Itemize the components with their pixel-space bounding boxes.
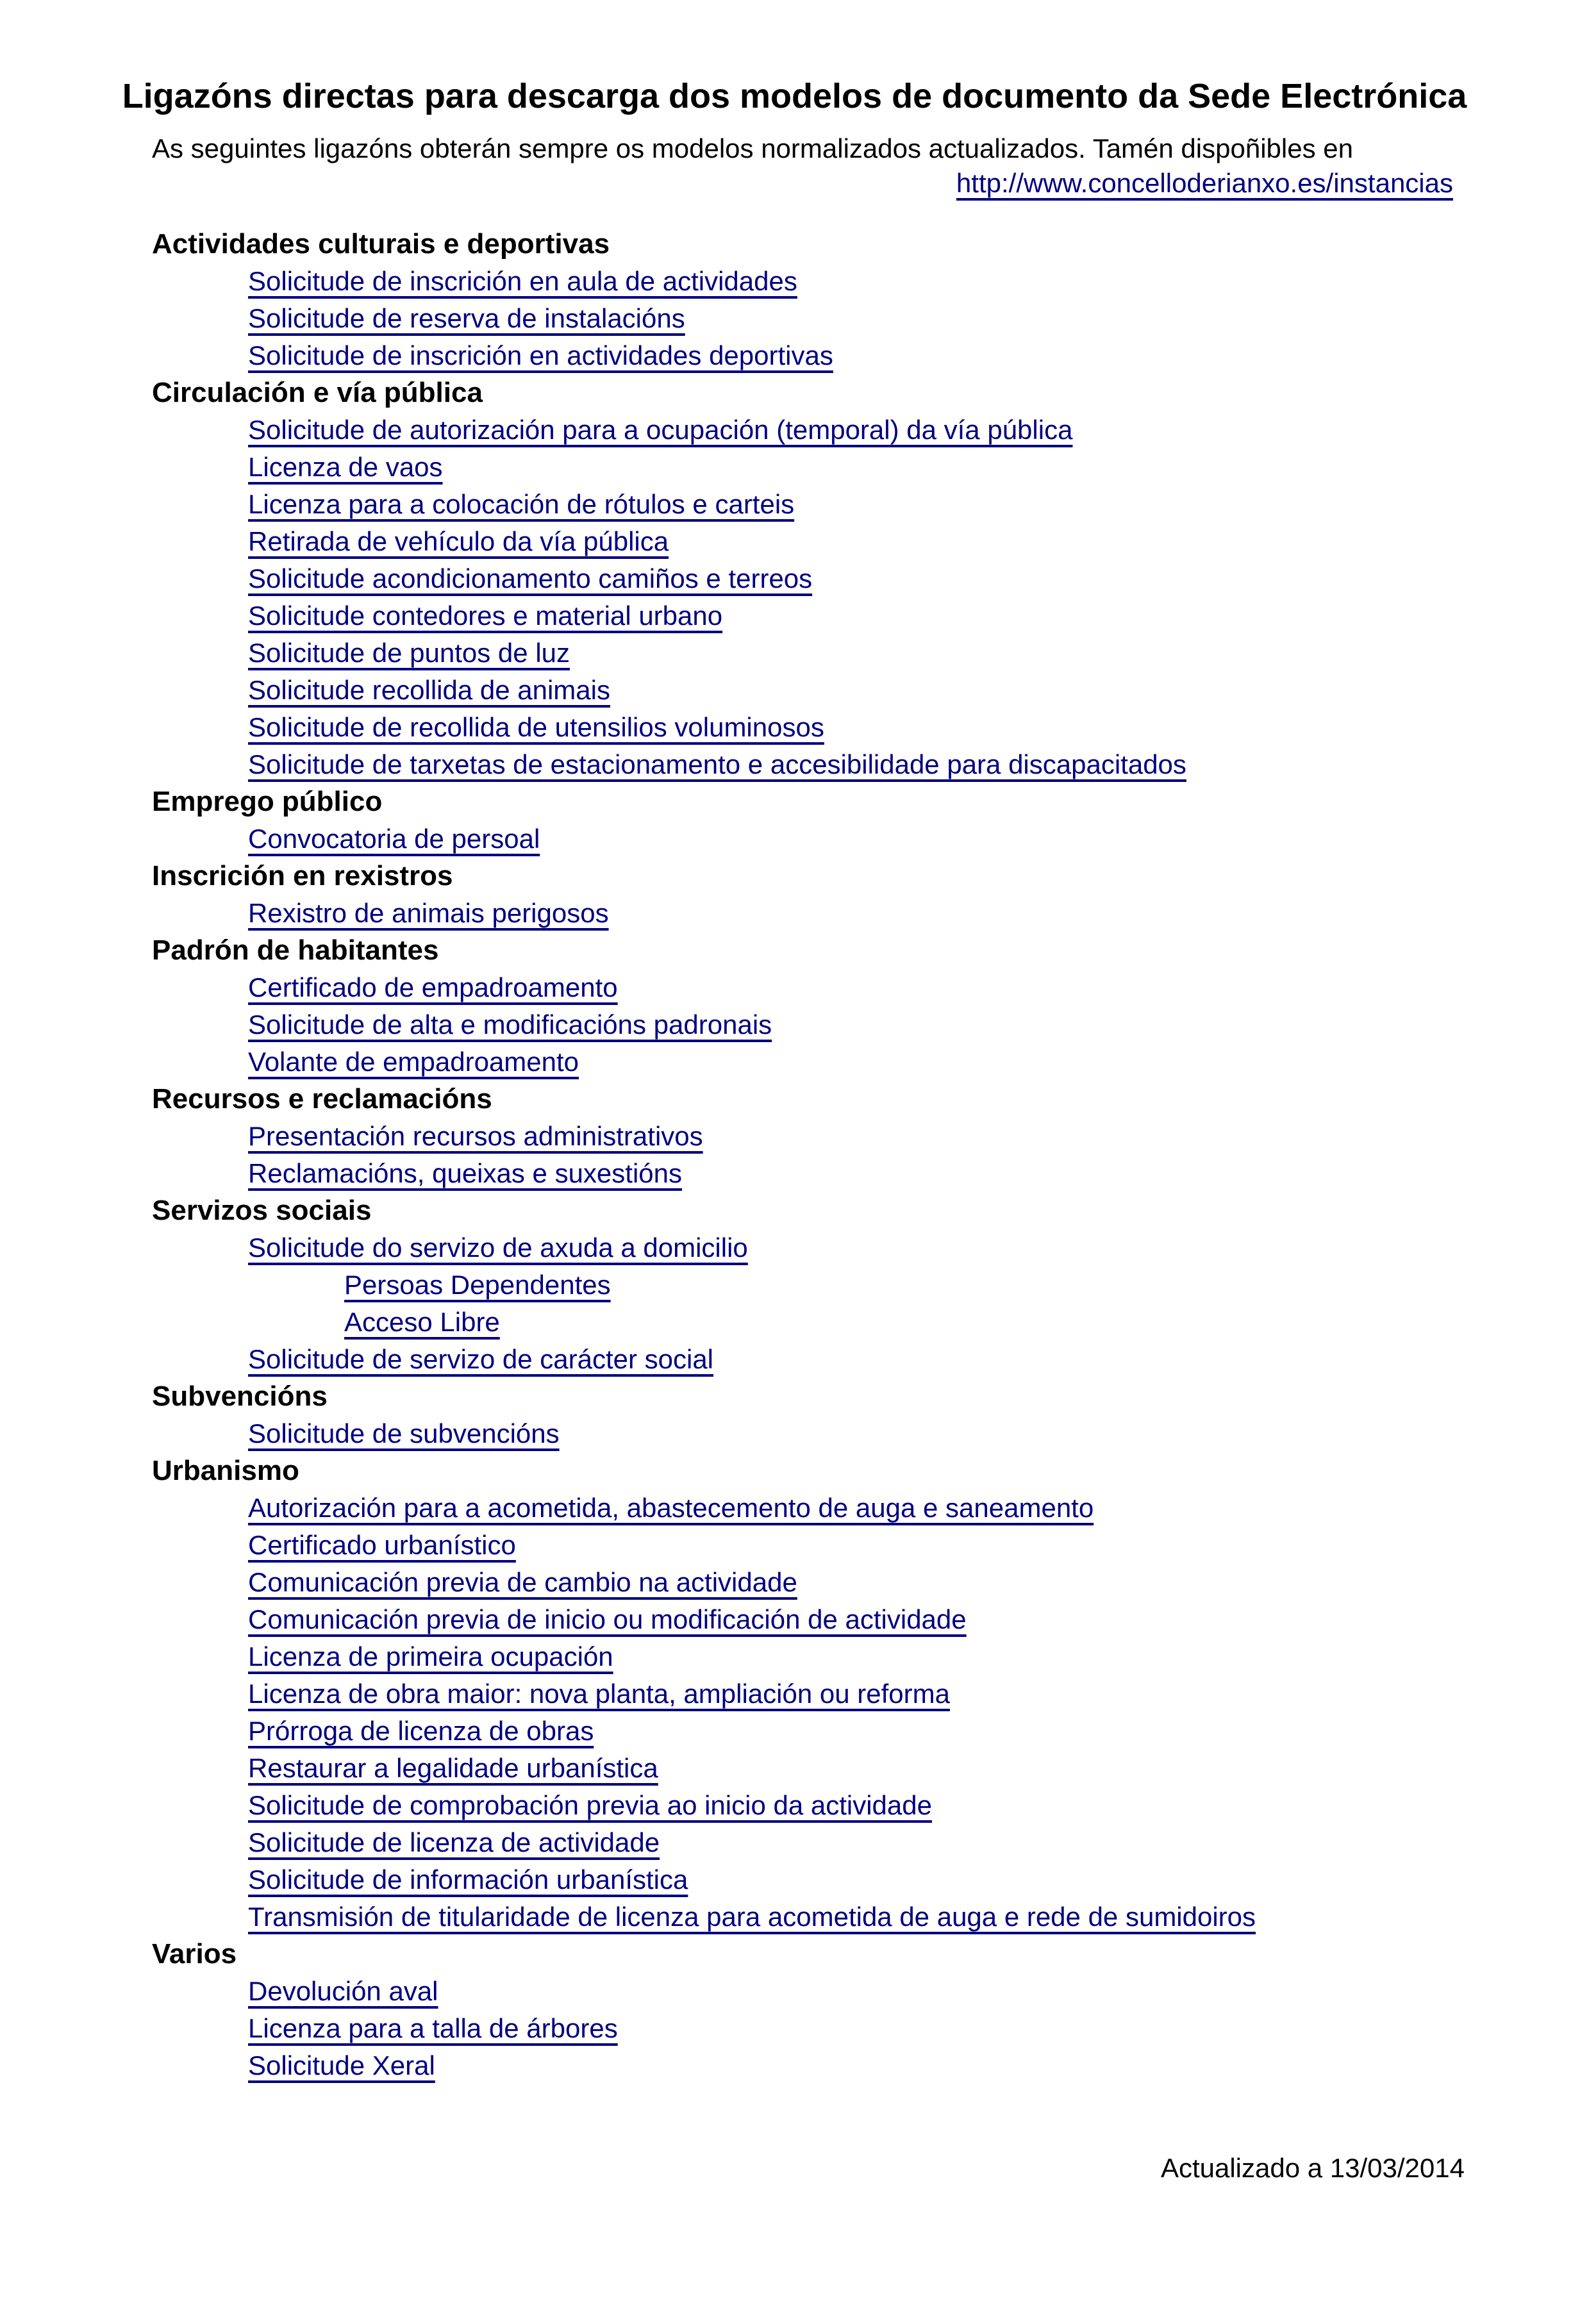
link-row [0, 1973, 1589, 2010]
link-row [0, 1675, 1589, 1713]
document-link[interactable]: Licenza para a colocación de rótulos e carteis [248, 489, 795, 519]
document-link[interactable]: Solicitude de información urbanística [248, 1864, 688, 1895]
link-row [0, 1750, 1589, 1787]
section-heading: Urbanismo [152, 1455, 299, 1486]
link-row [0, 746, 1589, 783]
link-row [0, 1824, 1589, 1861]
section-heading: Padrón de habitantes [152, 934, 439, 966]
link-row [0, 1304, 1589, 1341]
document-link[interactable]: Comunicación previa de cambio na actividade [248, 1567, 797, 1597]
section-heading: Subvencións [152, 1381, 328, 1412]
link-row [0, 672, 1589, 709]
link-row [0, 560, 1589, 597]
document-link[interactable]: Comunicación previa de inicio ou modificación de actividade [248, 1604, 967, 1634]
link-row [0, 449, 1589, 486]
link-row [0, 1564, 1589, 1601]
link-row [0, 1713, 1589, 1750]
document-link[interactable]: Convocatoria de persoal [248, 824, 540, 854]
document-link[interactable]: Licenza de vaos [248, 452, 443, 482]
link-row [0, 1118, 1589, 1155]
document-link[interactable]: Solicitude de tarxetas de estacionamento e accesibilidade para discapacitados [248, 749, 1186, 779]
link-row [0, 1638, 1589, 1675]
link-row [0, 1155, 1589, 1192]
link-row [0, 1861, 1589, 1898]
intro-text: As seguintes ligazóns obterán sempre os modelos normalizados actualizados. Tamén dispoñibles en [152, 133, 1353, 163]
link-row [0, 895, 1589, 932]
section-heading: Varios [152, 1938, 237, 1970]
link-row [0, 263, 1589, 300]
link-row [0, 597, 1589, 635]
document-link[interactable]: Licenza para a talla de árbores [248, 2013, 618, 2043]
document-link[interactable]: Presentación recursos administrativos [248, 1121, 703, 1151]
link-row [0, 486, 1589, 523]
document-link[interactable]: Licenza de primeira ocupación [248, 1641, 613, 1672]
link-row [0, 1229, 1589, 1266]
document-link[interactable]: Solicitude recollida de animais [248, 675, 610, 705]
document-link[interactable]: Certificado de empadroamento [248, 972, 618, 1002]
document-link[interactable]: Solicitude do servizo de axuda a domicilio [248, 1233, 748, 1263]
document-link[interactable]: Devolución aval [248, 1976, 438, 2006]
instances-url-link[interactable]: http://www.concelloderianxo.es/instancias [956, 168, 1453, 198]
footer-updated-text: Actualizado a 13/03/2014 [1160, 2153, 1465, 2183]
document-link-list [0, 226, 1589, 2084]
document-link[interactable]: Solicitude de inscrición en actividades deportivas [248, 340, 833, 370]
document-link[interactable]: Reclamacións, queixas e suxestións [248, 1158, 683, 1188]
link-row [0, 300, 1589, 337]
link-row [0, 2047, 1589, 2084]
link-row [0, 1898, 1589, 1936]
section-heading: Emprego público [152, 786, 383, 817]
document-link[interactable]: Solicitude de reserva de instalacións [248, 303, 685, 333]
document-link[interactable]: Solicitude de comprobación previa ao inicio da actividade [248, 1790, 932, 1820]
link-row [0, 635, 1589, 672]
link-row [0, 969, 1589, 1006]
page-title: Ligazóns directas para descarga dos modelos de documento da Sede Electrónica [122, 77, 1467, 115]
document-link[interactable]: Solicitude de licenza de actividade [248, 1827, 660, 1857]
document-link[interactable]: Acceso Libre [344, 1307, 500, 1337]
document-link[interactable]: Restaurar a legalidade urbanística [248, 1753, 658, 1783]
link-row [0, 2010, 1589, 2047]
document-link[interactable]: Solicitude acondicionamento camiños e terreos [248, 563, 813, 593]
link-row [0, 820, 1589, 858]
section-heading: Actividades culturais e deportivas [152, 228, 610, 260]
document-link[interactable]: Solicitude de subvencións [248, 1418, 560, 1448]
document-link[interactable]: Solicitude de recollida de utensilios voluminosos [248, 712, 824, 742]
link-row [0, 1266, 1589, 1304]
document-link[interactable]: Solicitude Xeral [248, 2050, 435, 2080]
link-row [0, 1415, 1589, 1452]
document-link[interactable]: Persoas Dependentes [344, 1270, 611, 1300]
link-row [0, 1341, 1589, 1378]
document-link[interactable]: Licenza de obra maior: nova planta, ampliación ou reforma [248, 1679, 950, 1709]
link-row [0, 1043, 1589, 1081]
document-link[interactable]: Prórroga de licenza de obras [248, 1716, 594, 1746]
document-link[interactable]: Solicitude de autorización para a ocupación (temporal) da vía pública [248, 415, 1073, 445]
document-link[interactable]: Solicitude de alta e modificacións padronais [248, 1009, 772, 1040]
link-row [0, 1490, 1589, 1527]
document-link[interactable]: Solicitude de servizo de carácter social [248, 1344, 714, 1374]
document-link[interactable]: Solicitude de puntos de luz [248, 638, 570, 668]
document-link[interactable]: Volante de empadroamento [248, 1047, 579, 1077]
document-link[interactable]: Solicitude de inscrición en aula de actividades [248, 266, 797, 296]
link-row [0, 1601, 1589, 1638]
link-row [0, 709, 1589, 746]
section-heading: Servizos sociais [152, 1195, 372, 1226]
document-link[interactable]: Retirada de vehículo da vía pública [248, 526, 669, 556]
document-link[interactable]: Transmisión de titularidade de licenza para acometida de auga e rede de sumidoiros [248, 1902, 1256, 1932]
section-heading: Recursos e reclamacións [152, 1083, 492, 1115]
section-heading: Circulación e vía pública [152, 377, 483, 408]
document-link[interactable]: Certificado urbanístico [248, 1530, 516, 1560]
link-row [0, 1006, 1589, 1043]
document-link[interactable]: Rexistro de animais perigosos [248, 898, 609, 928]
link-row [0, 411, 1589, 449]
link-row [0, 523, 1589, 560]
link-row [0, 1527, 1589, 1564]
document-link[interactable]: Solicitude contedores e material urbano [248, 601, 723, 631]
url-line [152, 167, 1453, 200]
section-heading: Inscrición en rexistros [152, 860, 453, 892]
document-page [0, 76, 1589, 2324]
document-link[interactable]: Autorización para a acometida, abastecemento de auga e saneamento [248, 1493, 1094, 1523]
link-row [0, 337, 1589, 374]
link-row [0, 1787, 1589, 1824]
